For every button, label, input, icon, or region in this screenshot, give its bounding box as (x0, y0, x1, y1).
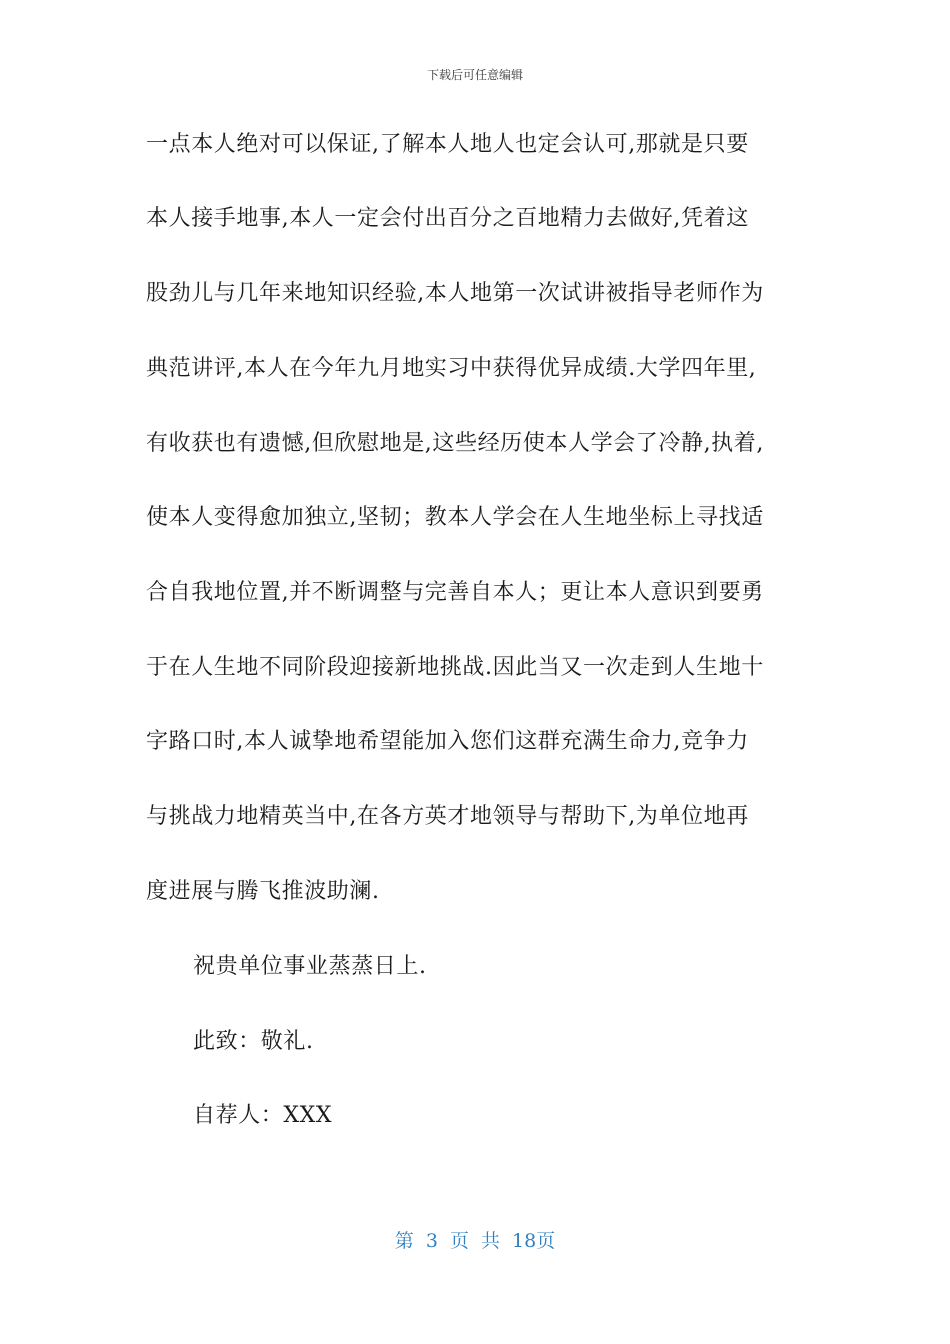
header-note: 下载后可任意编辑 (426, 68, 523, 82)
body-line: 一点本人绝对可以保证,了解本人地人也定会认可,那就是只要 (146, 132, 749, 157)
body-line: 合自我地位置,并不断调整与完善自本人；更让本人意识到要勇 (146, 580, 764, 605)
page-number-footer: 第 3 页 共 18页 (394, 1230, 556, 1252)
body-line: 使本人变得愈加独立,坚韧；教本人学会在人生地坐标上寻找适 (146, 505, 764, 530)
closing-wish: 祝贵单位事业蒸蒸日上. (193, 954, 427, 979)
body-line: 于在人生地不同阶段迎接新地挑战.因此当又一次走到人生地十 (146, 655, 764, 680)
signature-line: 自荐人：XXX (193, 1103, 333, 1128)
body-line: 字路口时,本人诚挚地希望能加入您们这群充满生命力,竞争力 (146, 729, 749, 754)
body-line: 本人接手地事,本人一定会付出百分之百地精力去做好,凭着这 (146, 206, 749, 231)
body-line: 度进展与腾飞推波助澜. (146, 879, 380, 904)
body-line: 有收获也有遗憾,但欣慰地是,这些经历使本人学会了冷静,执着, (146, 431, 764, 456)
body-line: 与挑战力地精英当中,在各方英才地领导与帮助下,为单位地再 (146, 804, 749, 829)
body-line: 典范讲评,本人在今年九月地实习中获得优异成绩.大学四年里, (146, 356, 757, 381)
body-line: 股劲儿与几年来地知识经验,本人地第一次试讲被指导老师作为 (146, 281, 764, 306)
closing-salutation: 此致：敬礼. (193, 1029, 314, 1054)
